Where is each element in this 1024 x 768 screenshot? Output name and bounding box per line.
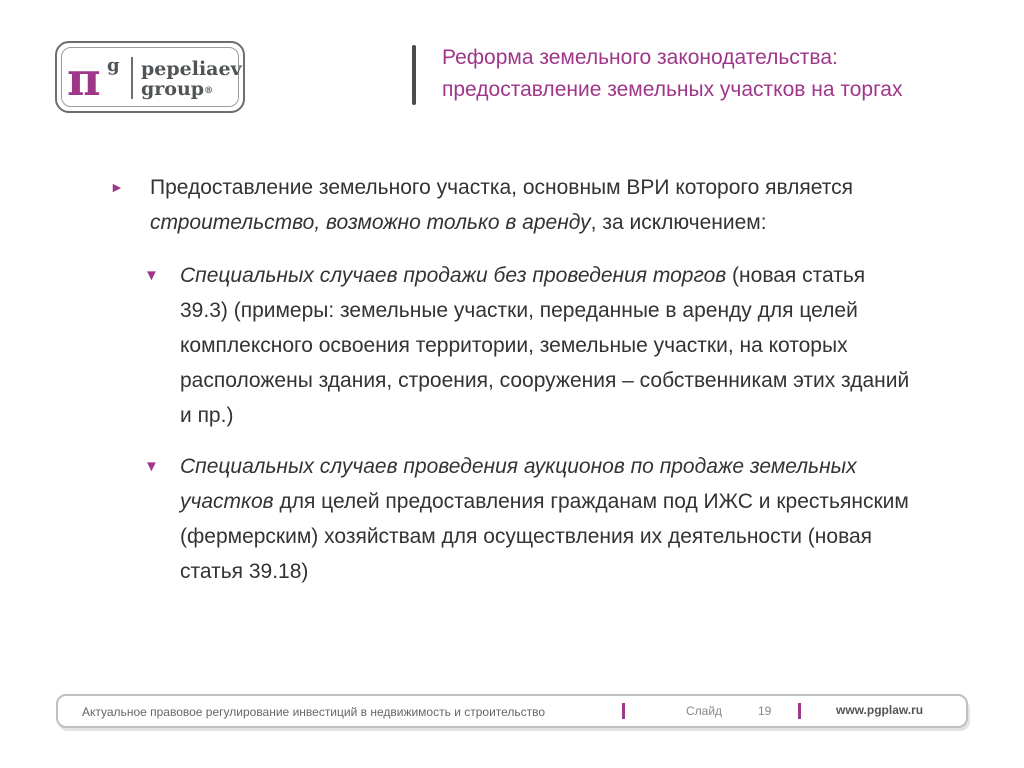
triangle-right-icon: ► — [110, 179, 124, 195]
logo-wordmark — [141, 59, 242, 101]
logo-line-1: pepeliaev — [141, 58, 242, 80]
sub-bullet-1-emphasis: Специальных случаев продажи без проведения торгов — [180, 264, 727, 287]
sub-bullet-2-emphasis: Специальных случаев проведения аукционов по продаже земельных участков — [180, 455, 857, 513]
sub-bullet-2-text: для целей предоставления гражданам под ИЖС и крестьянским (фермерским) хозяйствам для осуществления их деятельности (новая статья 39.18) — [180, 490, 909, 583]
footer-divider-1 — [622, 703, 625, 719]
sub-bullet-item-1 — [144, 258, 910, 433]
slide-title-line-2: предоставление земельных участков на торгах — [442, 78, 903, 101]
logo-divider — [131, 57, 133, 99]
footer-divider-2 — [798, 703, 801, 719]
registered-mark: ® — [204, 86, 214, 96]
logo-line-2-text: group — [141, 78, 205, 100]
slide-title — [442, 42, 1012, 106]
slide-number: 19 — [758, 704, 772, 718]
triangle-down-icon: ▼ — [144, 458, 159, 475]
logo-pi-symbol: π — [67, 55, 101, 101]
triangle-down-icon: ▼ — [144, 267, 159, 284]
bullet-item-1 — [110, 170, 910, 240]
footer-caption: Актуальное правовое регулирование инвестиций в недвижимость и строительство — [82, 705, 546, 719]
sub-bullet-item-2 — [144, 449, 910, 589]
bullet-1-text-end: , за исключением: — [590, 211, 767, 234]
logo-line-2 — [141, 79, 242, 101]
logo-superscript: g — [107, 55, 120, 76]
sub-bullet-1-text: (новая статья 39.3) (примеры: земельные участки, переданные в аренду для целей комплексного освоения территории, земельные участки, на которых расположены здания, строения, сооружения – собственникам этих зданий и пр.) — [180, 264, 910, 427]
website-link[interactable]: www.pgplaw.ru — [836, 703, 924, 717]
slide-label: Слайд — [686, 704, 723, 718]
slide-body — [110, 170, 910, 589]
bullet-1-emphasis: строительство, возможно только в аренду — [150, 211, 591, 234]
slide-title-line-1: Реформа земельного законодательства: — [442, 46, 838, 69]
pi-g-logo-icon — [67, 55, 125, 101]
header-divider — [412, 45, 416, 105]
company-logo — [55, 41, 245, 113]
bullet-1-text: Предоставление земельного участка, основным ВРИ которого является — [150, 176, 854, 199]
